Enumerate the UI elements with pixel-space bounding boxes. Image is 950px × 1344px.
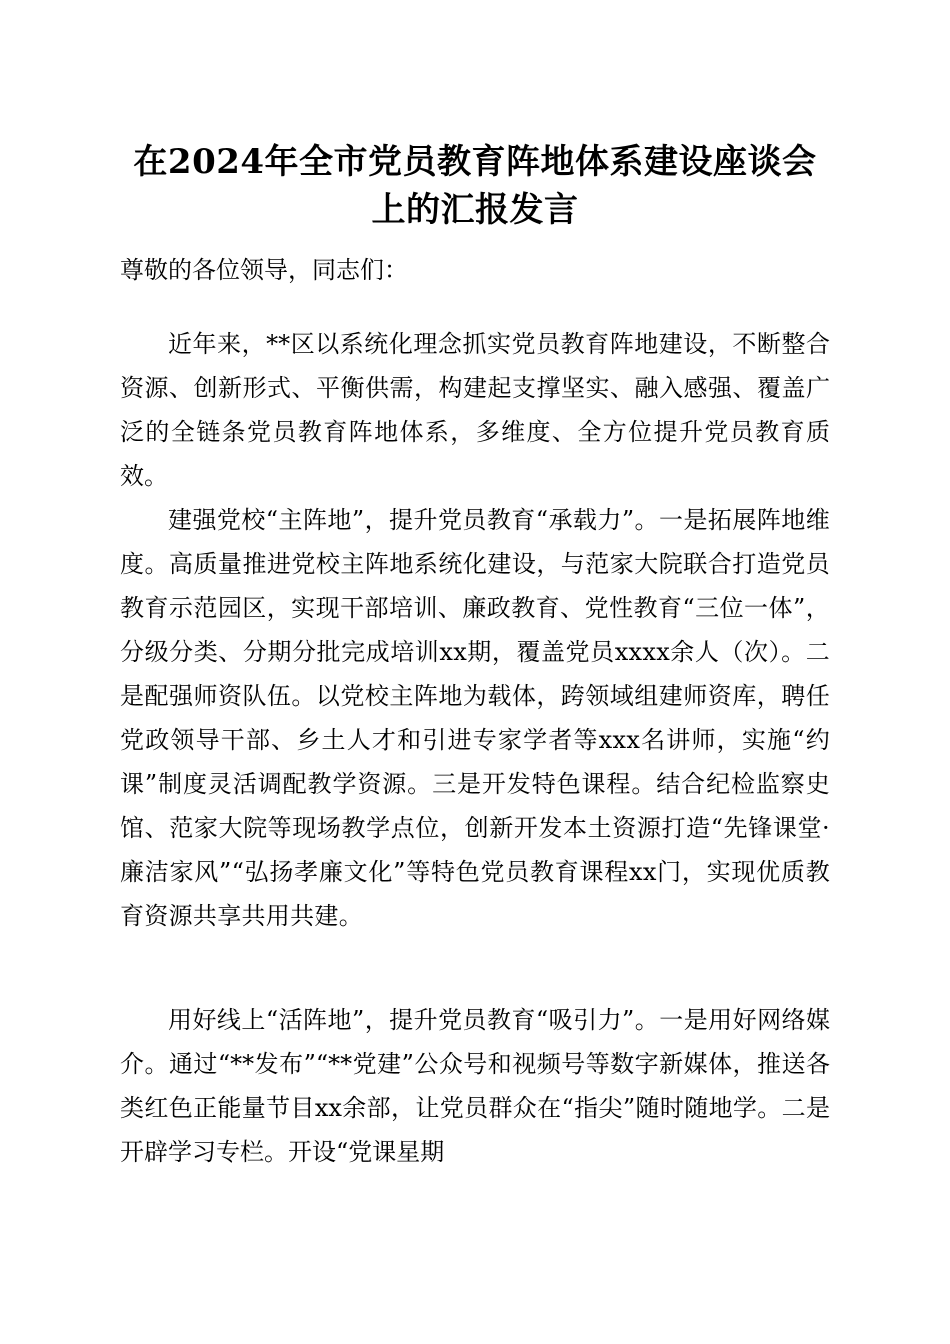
document-title-line-1: 在2024年全市党员教育阵地体系建设座谈会: [133, 142, 817, 182]
paragraph-party-school: 建强党校“主阵地”，提升党员教育“承载力”。一是拓展阵地维度。高质量推进党校主阵地系统化建设，与范家大院联合打造党员教育示范园区，实现干部培训、廉政教育、党性教育“三位一体”，分级分类、分期分批完成培训xx期，覆盖党员xxxx余人（次）。二是配强师资队伍。以党校主阵地为载体，跨领域组建师资库，聘任党政领导干部、乡土人才和引进专家学者等xxx名讲师，实施“约课”制度灵活调配教学资源。三是开发特色课程。结合纪检监察史馆、范家大院等现场教学点位，创新开发本土资源打造“先锋课堂·廉洁家风”“弘扬孝廉文化”等特色党员教育课程xx门，实现优质教育资源共享共用共建。: [120, 506, 830, 930]
document-title-line-2: 上的汇报发言: [371, 190, 579, 230]
salutation: 尊敬的各位领导，同志们：: [120, 256, 408, 284]
paragraph-online-platform: 用好线上“活阵地”，提升党员教育“吸引力”。一是用好网络媒介。通过“**发布”“**党建”公众号和视频号等数字新媒体，推送各类红色正能量节目xx余部，让党员群众在“指尖”随时随地学。二是开辟学习专栏。开设“党课星期: [120, 1006, 830, 1166]
paragraph-intro: 近年来，**区以系统化理念抓实党员教育阵地建设，不断整合资源、创新形式、平衡供需，构建起支撑坚实、融入感强、覆盖广泛的全链条党员教育阵地体系，多维度、全方位提升党员教育质效。: [120, 330, 830, 490]
